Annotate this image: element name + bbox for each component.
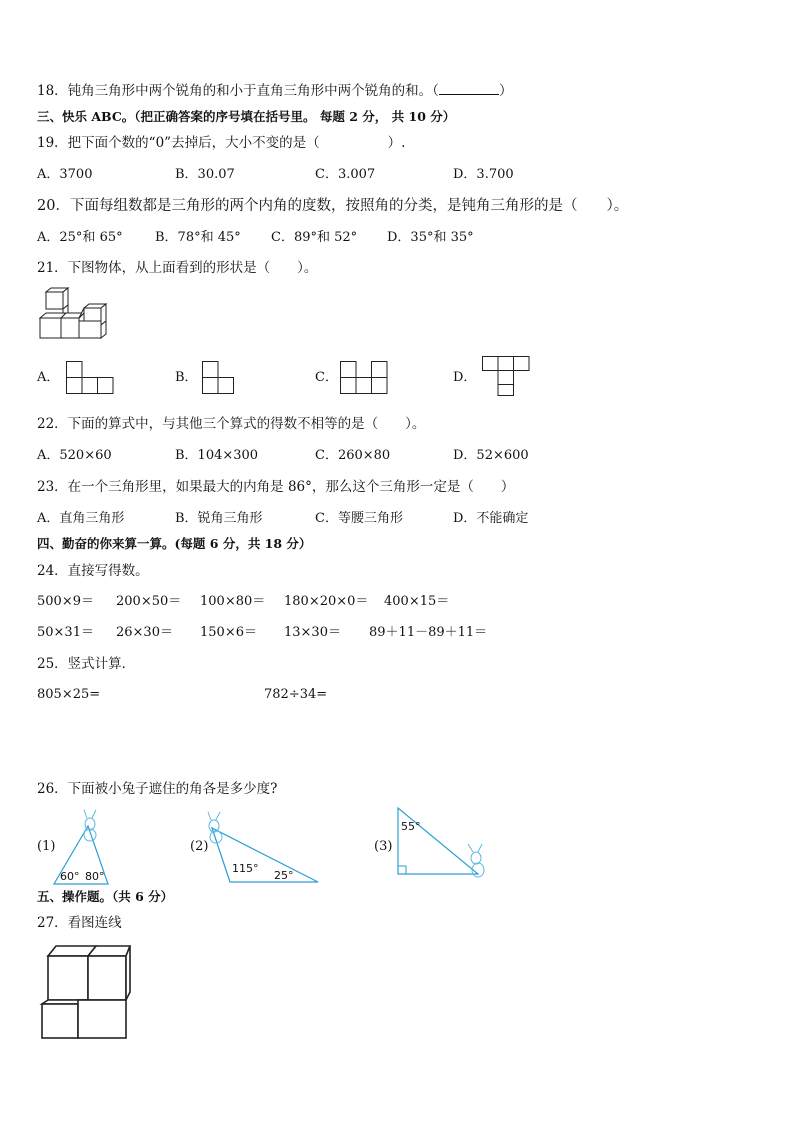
option-b-shape	[202, 361, 236, 395]
calc-item: 50×31＝	[37, 625, 94, 640]
q20-option-c[interactable]: C．89°和 52°	[271, 230, 358, 245]
q19-option-a[interactable]: A．3700	[37, 167, 93, 182]
calc-item: 13×30＝	[284, 625, 341, 640]
calc-item: 180×20×0＝	[284, 594, 369, 609]
question-27: 27．看图连线	[37, 915, 122, 931]
q23-option-c[interactable]: C．等腰三角形	[315, 511, 403, 526]
section-3-title: 三、快乐 ABC。（把正确答案的序号填在括号里。 每题 2 分， 共 10 分）	[37, 109, 456, 124]
calc-item: 400×15＝	[384, 594, 450, 609]
q22-option-b[interactable]: B．104×300	[175, 448, 259, 463]
figure-label-3: (3)	[374, 839, 393, 854]
cube-block-figure	[40, 942, 132, 1040]
option-d-shape	[482, 356, 530, 396]
vertical-calc-item: 805×25=	[37, 687, 101, 702]
question-22: 22．下面的算式中，与其他三个算式的得数不相等的是（ ）。	[37, 416, 426, 432]
q21-option-c[interactable]: C．	[315, 370, 338, 385]
figure-label-2: (2)	[190, 839, 209, 854]
q22-option-a[interactable]: A．520×60	[37, 448, 112, 463]
question-24: 24．直接写得数。	[37, 563, 149, 579]
question-19: 19．把下面个数的“0”去掉后，大小不变的是（ ）.	[37, 135, 406, 151]
vertical-calc-item: 782÷34=	[264, 687, 328, 702]
q22-option-d[interactable]: D．52×600	[453, 448, 529, 463]
angle-label: 80°	[85, 870, 105, 883]
q21-option-d[interactable]: D．	[453, 370, 477, 385]
q20-option-a[interactable]: A．25°和 65°	[37, 230, 123, 245]
q21-option-a[interactable]: A．	[37, 370, 60, 385]
angle-label: 115°	[232, 862, 259, 875]
section-5-title: 五、操作题。（共 6 分）	[37, 889, 174, 904]
q19-option-d[interactable]: D．3.700	[453, 167, 514, 182]
option-a-shape	[66, 361, 114, 395]
q23-option-d[interactable]: D．不能确定	[453, 511, 529, 526]
cube-stack-figure	[38, 288, 108, 340]
question-26: 26．下面被小兔子遮住的角各是多少度?	[37, 781, 278, 797]
q20-option-d[interactable]: D．35°和 35°	[387, 230, 474, 245]
angle-label: 25°	[274, 869, 294, 882]
question-20: 20．下面每组数都是三角形的两个内角的度数，按照角的分类，是钝角三角形的是（ ）。	[37, 198, 629, 214]
section-4-title: 四、勤奋的你来算一算。(每题 6 分，共 18 分）	[37, 536, 312, 551]
answer-blank-18[interactable]	[439, 82, 499, 95]
triangle-2-figure	[202, 810, 322, 886]
figure-label-1: (1)	[37, 839, 56, 854]
question-18: 18．钝角三角形中两个锐角的和小于直角三角形中两个锐角的和。（ ）	[37, 83, 513, 99]
triangle-1-figure	[50, 808, 120, 886]
option-c-shape	[340, 361, 388, 395]
q19-option-b[interactable]: B．30.07	[175, 167, 235, 182]
calc-item: 26×30＝	[116, 625, 173, 640]
calc-item: 500×9＝	[37, 594, 94, 609]
rabbit-icon	[84, 810, 96, 841]
q22-option-c[interactable]: C．260×80	[315, 448, 391, 463]
q23-option-b[interactable]: B．锐角三角形	[175, 511, 263, 526]
q23-option-a[interactable]: A．直角三角形	[37, 511, 125, 526]
q20-option-b[interactable]: B．78°和 45°	[155, 230, 241, 245]
question-21: 21．下图物体，从上面看到的形状是（ ）。	[37, 260, 318, 276]
question-18-text: 18．钝角三角形中两个锐角的和小于直角三角形中两个锐角的和。（	[37, 83, 439, 99]
calc-item: 200×50＝	[116, 594, 182, 609]
triangle-3-figure	[394, 806, 494, 886]
calc-item: 100×80＝	[200, 594, 266, 609]
q19-option-c[interactable]: C．3.007	[315, 167, 376, 182]
calc-item: 89＋11－89＋11＝	[369, 625, 488, 640]
angle-label: 60°	[60, 870, 80, 883]
calc-item: 150×6＝	[200, 625, 257, 640]
question-19-text: 19．把下面个数的“0”去掉后，大小不变的是（	[37, 135, 320, 151]
angle-label: 55°	[401, 820, 421, 833]
question-23: 23．在一个三角形里，如果最大的内角是 86°，那么这个三角形一定是（ ）	[37, 479, 515, 495]
q21-option-b[interactable]: B．	[175, 370, 198, 385]
question-25: 25．竖式计算．	[37, 656, 136, 672]
